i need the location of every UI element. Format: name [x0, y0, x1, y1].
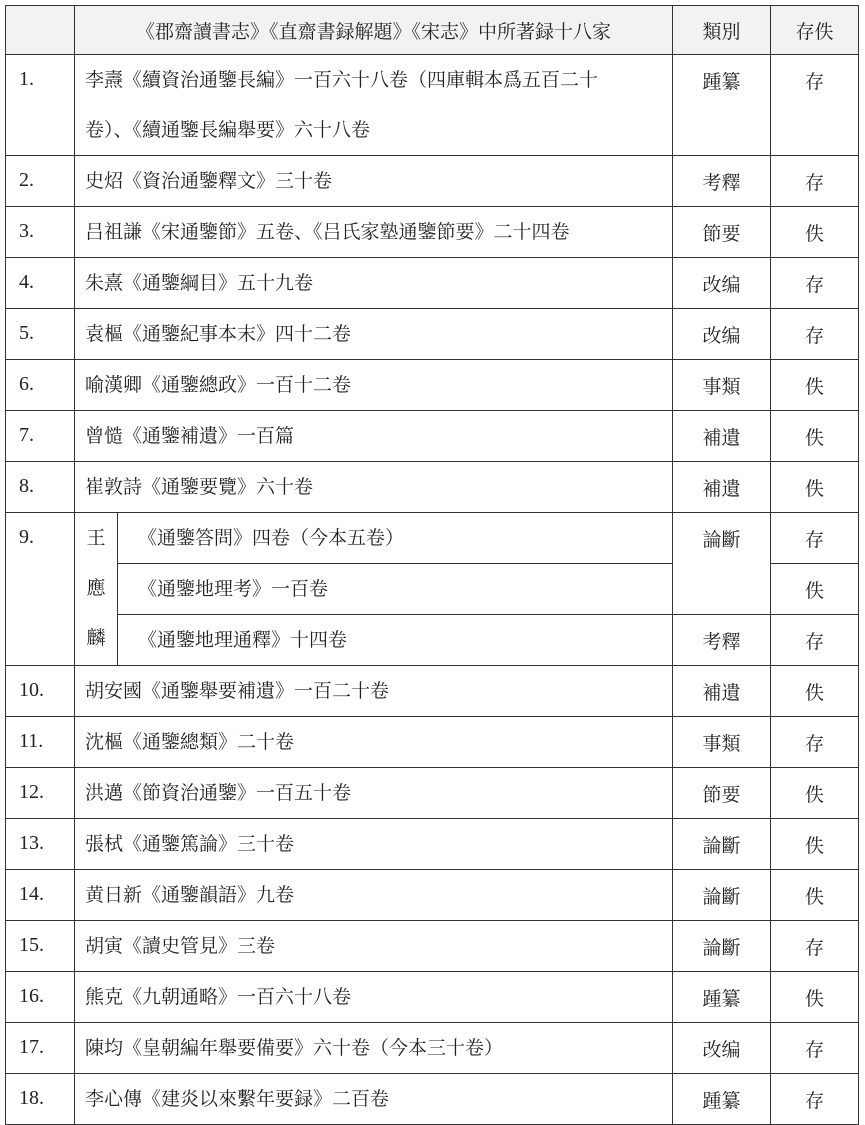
row-status: 存: [771, 309, 859, 360]
row-category: 事類: [673, 717, 771, 768]
table-row: [6, 513, 859, 564]
header-category: 類別: [673, 6, 771, 55]
table-row: [6, 411, 859, 462]
row-category: 論斷: [673, 921, 771, 972]
table-row: [6, 819, 859, 870]
row-number: 9.: [6, 513, 75, 666]
row-status: 存: [771, 921, 859, 972]
row-number: 10.: [6, 666, 75, 717]
table-header: [6, 6, 859, 55]
row-number: 5.: [6, 309, 75, 360]
row-category: 論斷: [673, 819, 771, 870]
row-number: 3.: [6, 207, 75, 258]
row-category: 考釋: [673, 156, 771, 207]
table-row: [6, 1074, 859, 1125]
row-status: 佚: [771, 462, 859, 513]
table-row: [6, 462, 859, 513]
author-vertical: [75, 513, 118, 666]
row-number: 14.: [6, 870, 75, 921]
row-category: 事類: [673, 360, 771, 411]
row-status: 佚: [771, 768, 859, 819]
table-row: [6, 309, 859, 360]
row-title-line: 卷）、《續通鑒長編舉要》六十八卷: [85, 119, 371, 141]
table-row: [6, 972, 859, 1023]
row-category: 論斷: [673, 513, 771, 615]
row-status: 存: [771, 55, 859, 156]
row-status: 佚: [771, 207, 859, 258]
row-title: 黄日新《通鑒韻語》九卷: [75, 870, 673, 921]
row-title: 李心傳《建炎以來繫年要録》二百卷: [75, 1074, 673, 1125]
row-title: 陳均《皇朝編年舉要備要》六十卷（今本三十卷）: [75, 1023, 673, 1074]
row-title: 洪邁《節資治通鑒》一百五十卷: [75, 768, 673, 819]
row-number: 16.: [6, 972, 75, 1023]
row-title: 沈樞《通鑒總類》二十卷: [75, 717, 673, 768]
row-title: 張栻《通鑒篤論》三十卷: [75, 819, 673, 870]
row-number: 6.: [6, 360, 75, 411]
row-status: 存: [771, 717, 859, 768]
row-title: 曾慥《通鑒補遺》一百篇: [75, 411, 673, 462]
row-title: 胡寅《讀史管見》三卷: [75, 921, 673, 972]
row-number: 8.: [6, 462, 75, 513]
table-row: [6, 360, 859, 411]
row-title: 史炤《資治通鑒釋文》三十卷: [75, 156, 673, 207]
row-status: 佚: [771, 411, 859, 462]
row-category: 考釋: [673, 615, 771, 666]
row-status: 存: [771, 156, 859, 207]
row-category: 踵纂: [673, 55, 771, 156]
table-row: [6, 258, 859, 309]
row-status: 存: [771, 513, 859, 564]
author-char: 王: [86, 527, 106, 549]
table-row: [6, 615, 859, 666]
row-category: 補遺: [673, 411, 771, 462]
row-title: 《通鑒地理通釋》十四卷: [118, 615, 673, 666]
row-title: 熊克《九朝通略》一百六十八卷: [75, 972, 673, 1023]
row-title: 朱熹《通鑒綱目》五十九卷: [75, 258, 673, 309]
row-category: 踵纂: [673, 972, 771, 1023]
row-title: [75, 55, 673, 156]
book-table: [5, 5, 859, 1125]
row-number: 13.: [6, 819, 75, 870]
row-status: 存: [771, 1074, 859, 1125]
row-category: 改编: [673, 1023, 771, 1074]
row-title: 胡安國《通鑒舉要補遺》一百二十卷: [75, 666, 673, 717]
row-title: 喻漢卿《通鑒總政》一百十二卷: [75, 360, 673, 411]
header-status: 存佚: [771, 6, 859, 55]
row-status: 存: [771, 1023, 859, 1074]
row-category: 補遺: [673, 462, 771, 513]
table-row: [6, 55, 859, 156]
header-title: 《郡齋讀書志》《直齋書録解題》《宋志》中所著録十八家: [75, 6, 673, 55]
table-row: [6, 768, 859, 819]
row-title: 崔敦詩《通鑒要覽》六十卷: [75, 462, 673, 513]
row-category: 論斷: [673, 870, 771, 921]
table-row: [6, 156, 859, 207]
row-status: 存: [771, 258, 859, 309]
author-char: 應: [86, 577, 106, 599]
row-number: 2.: [6, 156, 75, 207]
row-number: 15.: [6, 921, 75, 972]
row-title: 《通鑒答問》四卷（今本五卷）: [118, 513, 673, 564]
table-row: [6, 870, 859, 921]
row-number: 18.: [6, 1074, 75, 1125]
row-status: 佚: [771, 564, 859, 615]
header-blank: [6, 6, 75, 55]
row-category: 節要: [673, 768, 771, 819]
row-category: 補遺: [673, 666, 771, 717]
row-title: 袁樞《通鑒紀事本末》四十二卷: [75, 309, 673, 360]
row-number: 11.: [6, 717, 75, 768]
table-row: [6, 1023, 859, 1074]
row-status: 佚: [771, 666, 859, 717]
row-number: 1.: [6, 55, 75, 156]
author-char: 麟: [86, 627, 106, 649]
table-row: [6, 666, 859, 717]
row-number: 17.: [6, 1023, 75, 1074]
row-category: 踵纂: [673, 1074, 771, 1125]
row-number: 4.: [6, 258, 75, 309]
table-row: [6, 717, 859, 768]
row-number: 7.: [6, 411, 75, 462]
row-title: 《通鑒地理考》一百卷: [118, 564, 673, 615]
row-status: 佚: [771, 972, 859, 1023]
row-title: 吕祖謙《宋通鑒節》五卷、《吕氏家塾通鑒節要》二十四卷: [75, 207, 673, 258]
row-category: 改编: [673, 258, 771, 309]
row-status: 存: [771, 615, 859, 666]
row-category: 改编: [673, 309, 771, 360]
row-category: 節要: [673, 207, 771, 258]
row-title-line: 李燾《續資治通鑒長編》一百六十八卷（四庫輯本爲五百二十: [85, 69, 599, 91]
table-row: [6, 921, 859, 972]
row-number: 12.: [6, 768, 75, 819]
table-row: [6, 207, 859, 258]
row-status: 佚: [771, 870, 859, 921]
row-status: 佚: [771, 360, 859, 411]
row-status: 佚: [771, 819, 859, 870]
